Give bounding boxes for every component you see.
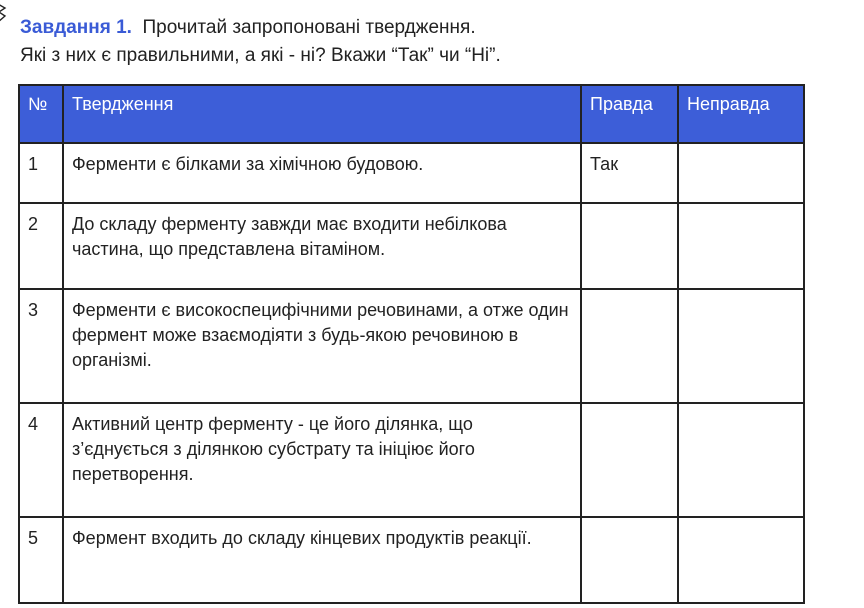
answer-false-cell[interactable] — [678, 403, 804, 517]
answer-false-cell[interactable] — [678, 203, 804, 289]
row-number: 3 — [19, 289, 63, 403]
row-number: 2 — [19, 203, 63, 289]
table-row — [19, 143, 804, 203]
table-row — [19, 517, 804, 603]
table-header-row — [19, 85, 804, 143]
row-statement: Ферменти є білками за хімічною будовою. — [63, 143, 581, 203]
answer-false-cell[interactable] — [678, 289, 804, 403]
task-header — [20, 14, 501, 70]
task-instruction-line1: Прочитай запропоновані твердження. — [142, 17, 476, 38]
statements-table — [18, 84, 805, 604]
row-number: 4 — [19, 403, 63, 517]
table-row — [19, 203, 804, 289]
answer-true-cell[interactable]: Так — [581, 143, 678, 203]
answer-true-cell[interactable] — [581, 517, 678, 603]
header-true: Правда — [581, 85, 678, 143]
answer-true-cell[interactable] — [581, 203, 678, 289]
table-row — [19, 403, 804, 517]
header-false: Неправда — [678, 85, 804, 143]
task-title: Завдання 1. — [20, 17, 132, 38]
corner-decoration-icon — [0, 2, 10, 24]
table-row — [19, 289, 804, 403]
row-statement: Активний центр ферменту - це його ділянка, що з’єднується з ділянкою субстрату та ініціює його перетворення. — [63, 403, 581, 517]
header-statement: Твердження — [63, 85, 581, 143]
row-number: 1 — [19, 143, 63, 203]
answer-true-cell[interactable] — [581, 403, 678, 517]
row-statement: Фермент входить до складу кінцевих продуктів реакції. — [63, 517, 581, 603]
header-number: № — [19, 85, 63, 143]
answer-true-cell[interactable] — [581, 289, 678, 403]
row-number: 5 — [19, 517, 63, 603]
task-instruction-line2: Які з них є правильними, а які - ні? Вкажи “Так” чи “Ні”. — [20, 45, 501, 66]
answer-false-cell[interactable] — [678, 517, 804, 603]
row-statement: Ферменти є високоспецифічними речовинами, а отже один фермент може взаємодіяти з будь-якою речовиною в організмі. — [63, 289, 581, 403]
row-statement: До складу ферменту завжди має входити небілкова частина, що представлена вітаміном. — [63, 203, 581, 289]
answer-false-cell[interactable] — [678, 143, 804, 203]
task-heading-line — [20, 14, 501, 42]
